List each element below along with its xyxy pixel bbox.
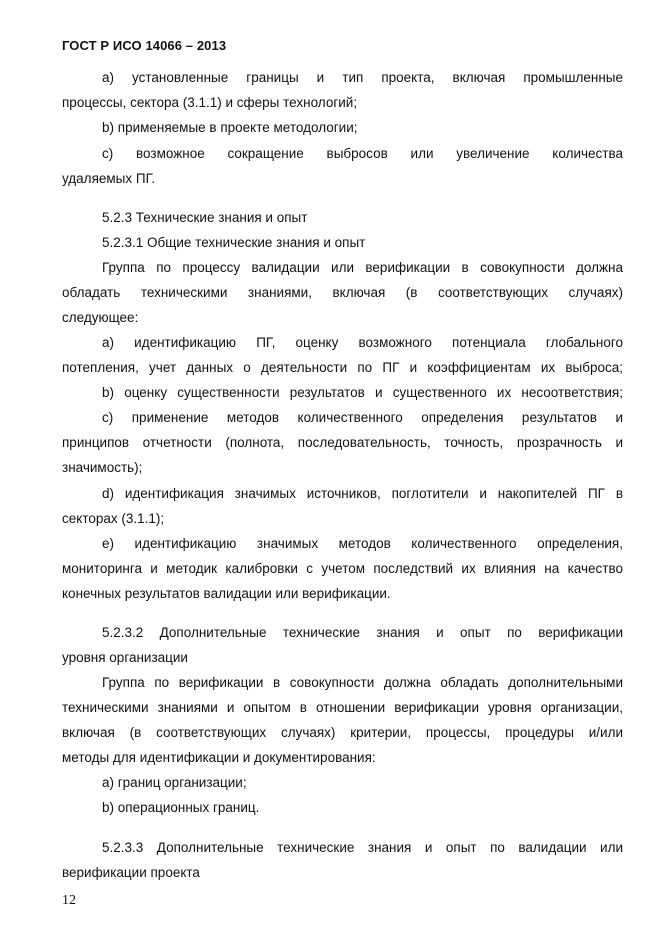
subsection-heading: 5.2.3.1 Общие технические знания и опыт: [102, 235, 366, 250]
text-line: удаляемых ПГ.: [62, 171, 155, 186]
subsection-heading: верификации проекта: [62, 865, 200, 880]
text-line: включая (в соответствующих случаях) критерии, процессы, процедуры и/или: [62, 725, 623, 740]
text-line: конечных результатов валидации или верификации.: [62, 586, 391, 601]
text-line: а) идентификацию ПГ, оценку возможного потенциала глобального: [102, 335, 623, 350]
subsection-heading: уровня организации: [62, 650, 188, 665]
text-line: а) установленные границы и тип проекта, включая промышленные: [102, 70, 623, 85]
text-line: значимость);: [62, 460, 143, 475]
text-line: с) возможное сокращение выбросов или увеличение количества: [102, 146, 623, 161]
text-line: потепления, учет данных о деятельности по ПГ и коэффициентам их выброса;: [62, 360, 623, 375]
page-number: 12: [62, 893, 76, 908]
text-line: мониторинга и методик калибровки с учетом последствий их влияния на качество: [62, 561, 623, 576]
text-line: следующее:: [62, 310, 139, 325]
text-line: d) идентификация значимых источников, поглотители и накопителей ПГ в: [102, 486, 623, 501]
text-line: секторах (3.1.1);: [62, 511, 165, 526]
section-heading: 5.2.3 Технические знания и опыт: [102, 210, 308, 225]
text-line: е) идентификацию значимых методов количественного определения,: [102, 536, 623, 551]
text-line: b) операционных границ.: [102, 800, 260, 815]
text-line: техническими знаниями и опытом в отношении верификации уровня организации,: [62, 700, 623, 715]
document-header: ГОСТ Р ИСО 14066 – 2013: [62, 38, 227, 53]
text-line: b) оценку существенности результатов и существенного их несоответствия;: [102, 385, 623, 400]
text-line: с) применение методов количественного определения результатов и: [102, 410, 623, 425]
subsection-heading: 5.2.3.3 Дополнительные технические знания и опыт по валидации или: [102, 840, 623, 855]
text-line: принципов отчетности (полнота, последовательность, точность, прозрачность и: [62, 435, 623, 450]
text-line: b) применяемые в проекте методологии;: [102, 120, 358, 135]
text-line: Группа по процессу валидации или верификации в совокупности должна: [102, 260, 623, 275]
text-line: а) границ организации;: [102, 775, 247, 790]
subsection-heading: 5.2.3.2 Дополнительные технические знания и опыт по верификации: [102, 625, 623, 640]
text-line: Группа по верификации в совокупности должна обладать дополнительными: [102, 675, 623, 690]
text-line: методы для идентификации и документирования:: [62, 750, 376, 765]
text-line: процессы, сектора (3.1.1) и сферы технологий;: [62, 95, 358, 110]
text-line: обладать техническими знаниями, включая (в соответствующих случаях): [62, 285, 623, 300]
